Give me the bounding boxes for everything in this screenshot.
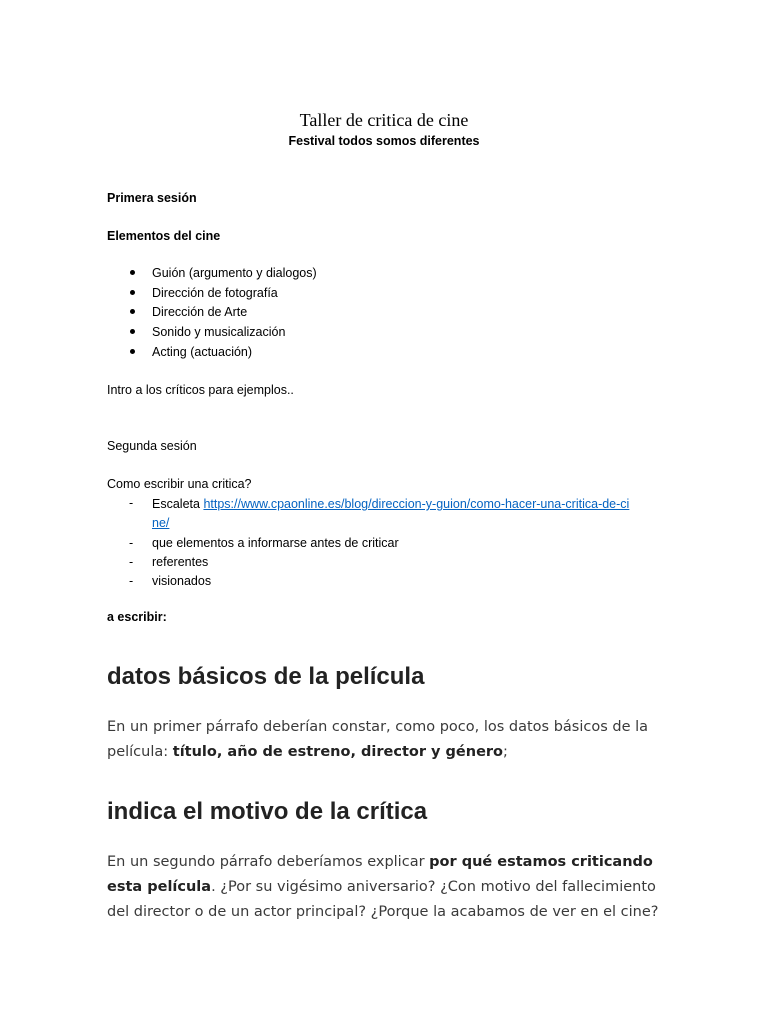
intro-text: Intro a los críticos para ejemplos.. — [107, 383, 294, 397]
bullet-icon — [130, 329, 135, 334]
session2-title: Segunda sesión — [107, 439, 197, 453]
heading-motive: indica el motivo de la crítica — [107, 798, 428, 825]
bullet-icon — [130, 309, 135, 314]
dash-icon: - — [129, 574, 134, 588]
list-item — [107, 495, 632, 533]
paragraph-motive: En un segundo párrafo deberíamos explicar por qué estamos criticando esta película. ¿Por su vigésimo aniversario? ¿Con motivo del fallecimiento del director o de un actor principal? ¿Porque la acabamos de ver en el cine? — [107, 854, 659, 920]
elements-title: Elementos del cine — [107, 229, 221, 243]
document-subtitle: Festival todos somos diferentes — [288, 134, 480, 148]
escaleta-label: Escaleta — [152, 497, 200, 511]
list-item: - visionados — [129, 574, 212, 588]
document-title: Taller de critica de cine — [299, 110, 469, 130]
elements-list — [107, 265, 317, 363]
heading-basic-data: datos básicos de la película — [107, 663, 425, 690]
list-item: Sonido y musicalización — [107, 324, 317, 344]
list-item: Dirección de Arte — [107, 304, 317, 324]
list-item: - referentes — [129, 555, 209, 569]
steps-list — [107, 495, 632, 592]
list-item: Acting (actuación) — [107, 344, 317, 364]
list-item: - que elementos a informarse antes de criticar — [129, 536, 399, 550]
write-label: a escribir: — [107, 610, 167, 624]
dash-icon: - — [129, 555, 134, 569]
dash-icon: - — [129, 536, 134, 550]
how-to-write: Como escribir una critica? — [107, 477, 252, 491]
bullet-icon — [130, 349, 135, 354]
list-item: Guión (argumento y dialogos) — [107, 265, 317, 285]
bullet-icon — [130, 270, 135, 275]
session1-title: Primera sesión — [107, 191, 197, 205]
escaleta-link[interactable]: https://www.cpaonline.es/blog/direccion-y-guion/como-hacer-una-critica-de-cine/ — [152, 497, 630, 530]
paragraph-basic-data: En un primer párrafo deberían constar, como poco, los datos básicos de la película: título, año de estreno, director y género; — [107, 719, 649, 760]
dash-icon: - — [129, 496, 134, 510]
list-item: Dirección de fotografía — [107, 285, 317, 305]
bullet-icon — [130, 290, 135, 295]
